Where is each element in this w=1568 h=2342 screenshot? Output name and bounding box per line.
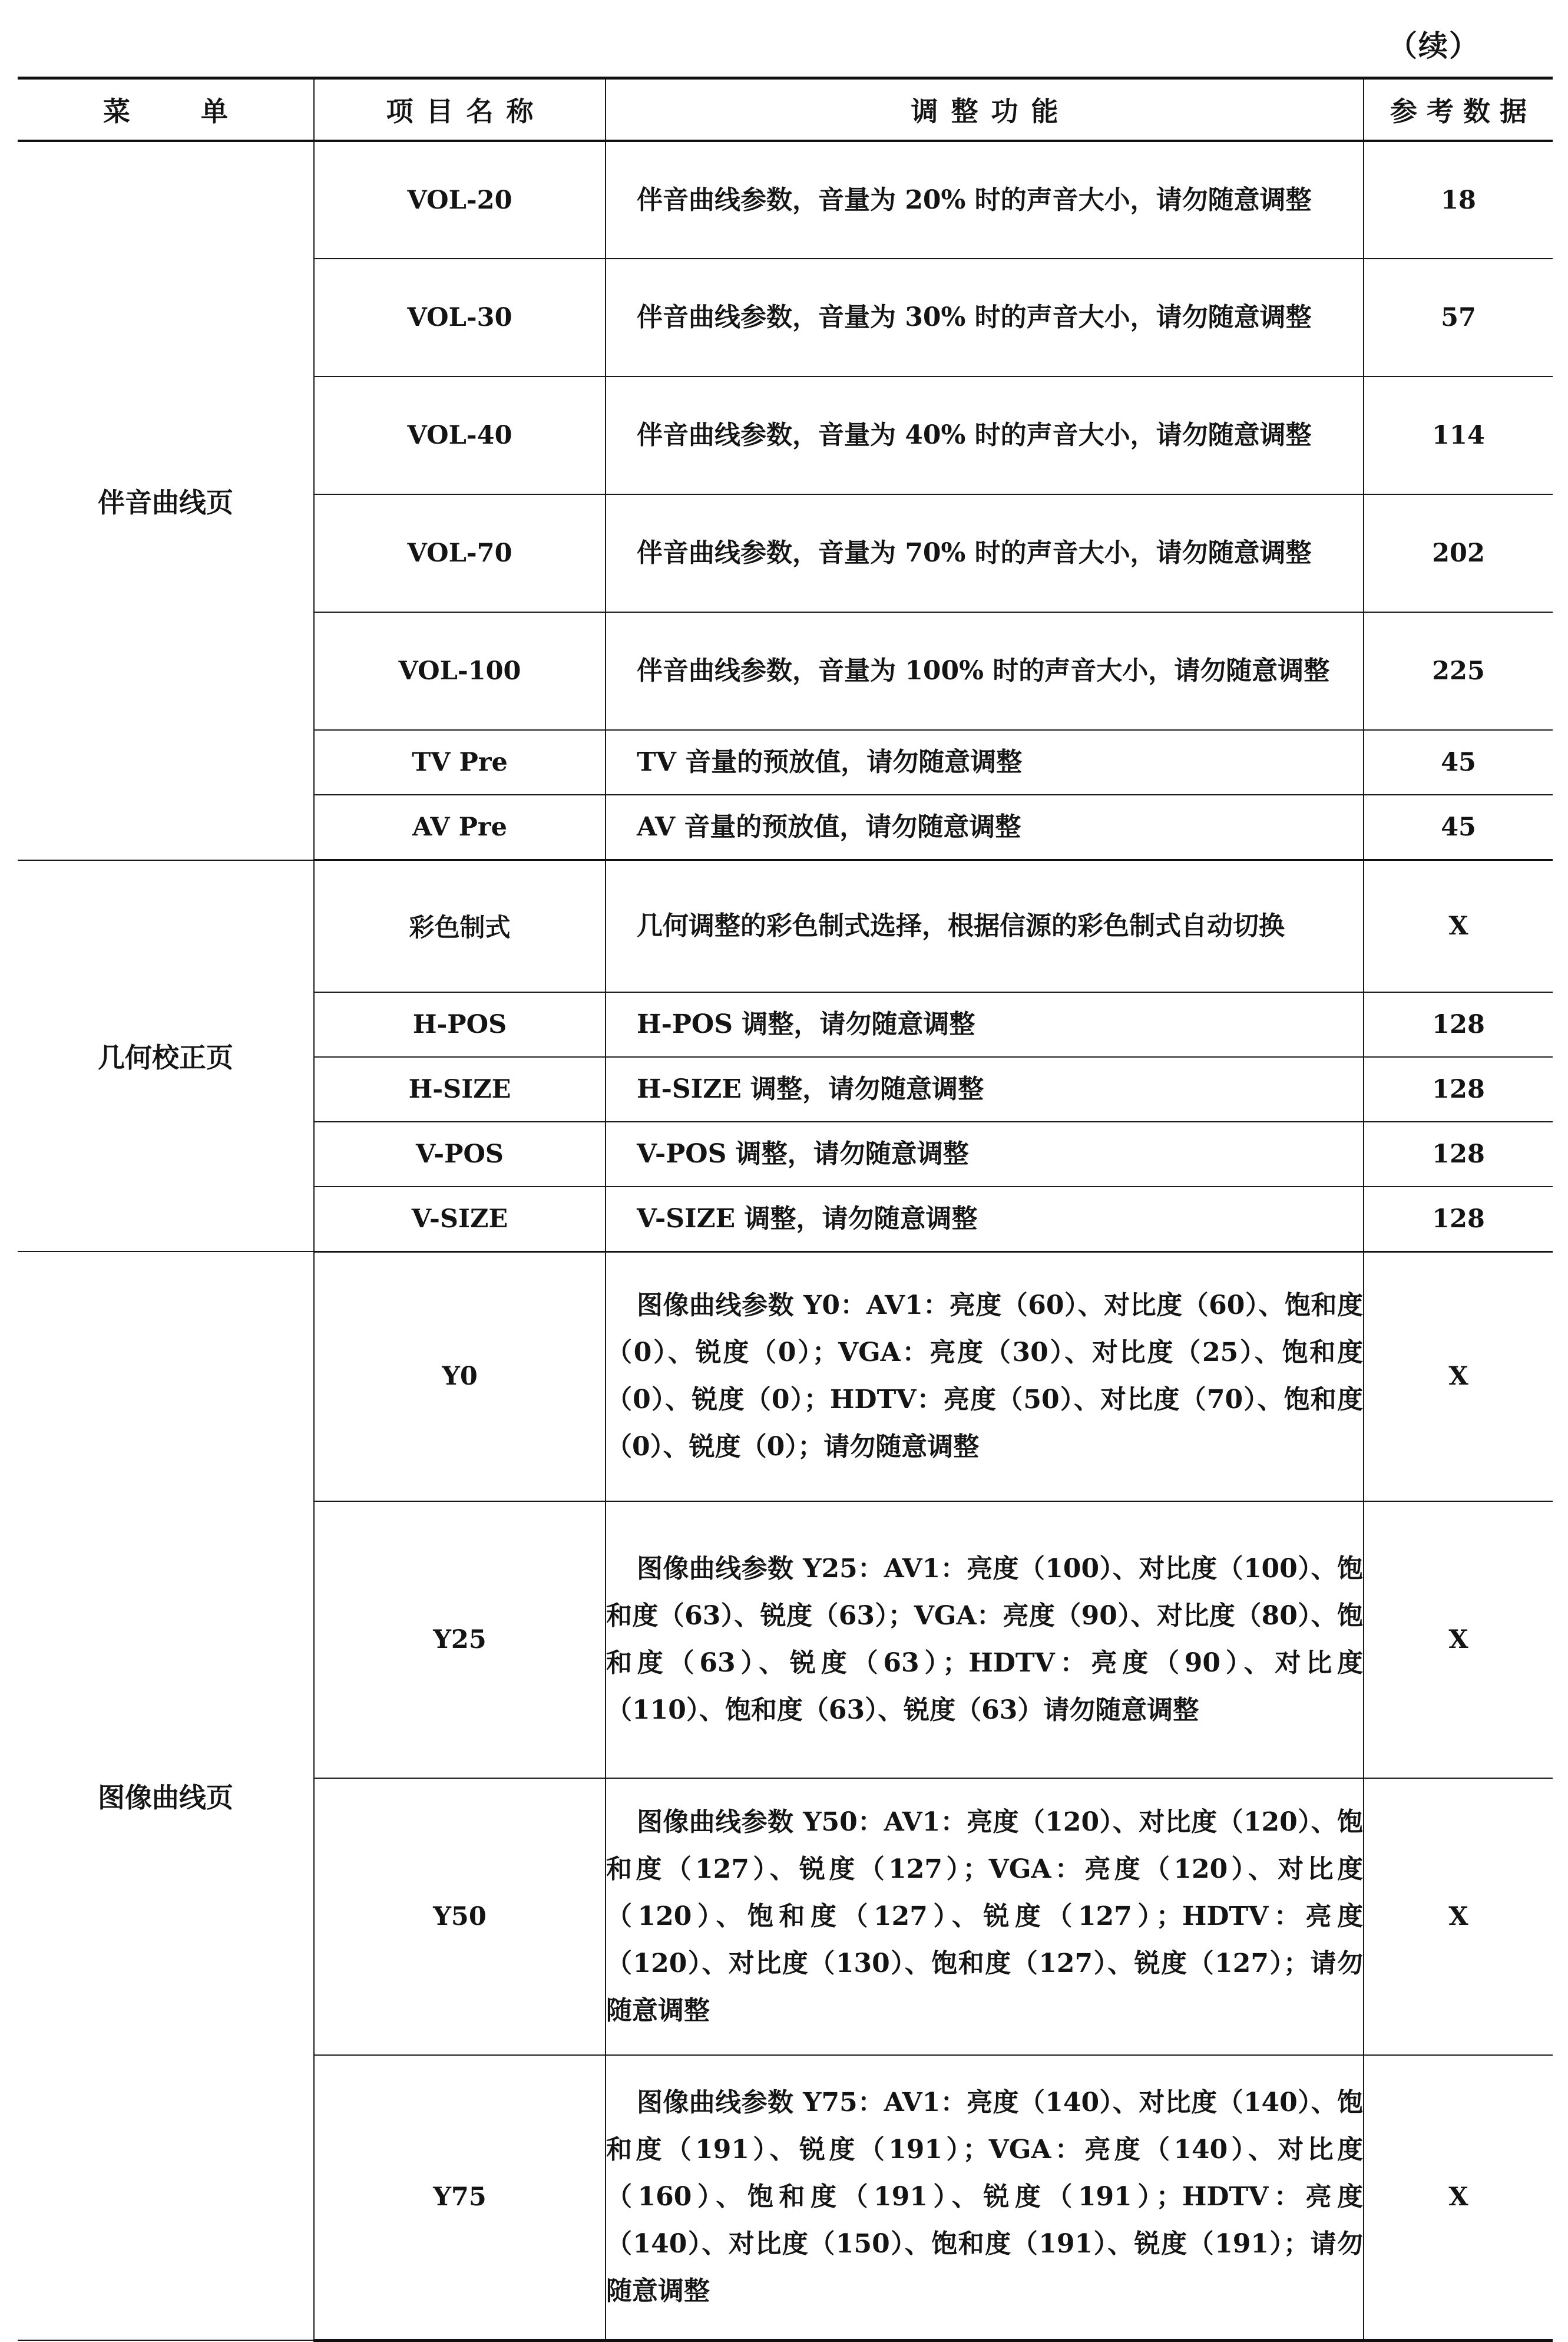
parameter-table: [18, 77, 1553, 2342]
function-cell: [606, 1057, 1364, 1122]
function-cell: [606, 494, 1364, 612]
reference-cell: X: [1364, 1501, 1553, 1778]
function-cell: [606, 1778, 1364, 2055]
item-cell: V-POS: [314, 1122, 606, 1187]
function-text: 图像曲线参数 Y25：AV1：亮度（100）、对比度（100）、饱和度（63）、锐度（63）；VGA：亮度（90）、对比度（80）、饱和度（63）、锐度（63）；HDTV：亮度（90）、对比度（110）、饱和度（63）、锐度（63）请勿随意调整: [606, 1554, 1363, 1725]
reference-cell: 114: [1364, 376, 1553, 494]
function-text: 伴音曲线参数，音量为 70% 时的声音大小，请勿随意调整: [637, 538, 1312, 568]
function-cell: [606, 860, 1364, 992]
item-cell: TV Pre: [314, 730, 606, 795]
header-menu: 菜单: [18, 78, 314, 141]
item-cell: VOL-20: [314, 141, 606, 259]
header-item-name: 项目名称: [314, 78, 606, 141]
function-cell: [606, 141, 1364, 259]
function-text: 图像曲线参数 Y75：AV1：亮度（140）、对比度（140）、饱和度（191）、锐度（191）；VGA：亮度（140）、对比度（160）、饱和度（191）、锐度（191）；HDTV：亮度（140）、对比度（150）、饱和度（191）、锐度（191）；请勿随意调整: [606, 2087, 1363, 2307]
function-text: V-POS 调整，请勿随意调整: [637, 1138, 969, 1169]
reference-cell: 18: [1364, 141, 1553, 259]
header-function: 调整功能: [606, 78, 1364, 141]
menu-cell: 图像曲线页: [18, 1251, 314, 2340]
reference-cell: 57: [1364, 259, 1553, 376]
function-text: AV 音量的预放值，请勿随意调整: [637, 812, 1021, 842]
function-text: TV 音量的预放值，请勿随意调整: [637, 747, 1023, 777]
function-cell: [606, 795, 1364, 860]
function-cell: [606, 2055, 1364, 2340]
item-cell: V-SIZE: [314, 1187, 606, 1252]
function-cell: [606, 1187, 1364, 1252]
function-cell: [606, 376, 1364, 494]
reference-cell: X: [1364, 1778, 1553, 2055]
function-text: V-SIZE 调整，请勿随意调整: [637, 1203, 978, 1234]
table-row: [18, 141, 1553, 259]
item-cell: AV Pre: [314, 795, 606, 860]
table-row: [18, 1251, 1553, 1501]
function-text: H-SIZE 调整，请勿随意调整: [637, 1073, 984, 1104]
reference-cell: X: [1364, 1251, 1553, 1501]
function-cell: [606, 259, 1364, 376]
function-cell: [606, 992, 1364, 1057]
item-cell: VOL-40: [314, 376, 606, 494]
function-text: 伴音曲线参数，音量为 100% 时的声音大小，请勿随意调整: [637, 656, 1330, 686]
item-cell: Y25: [314, 1501, 606, 1778]
item-cell: Y50: [314, 1778, 606, 2055]
item-cell: VOL-100: [314, 612, 606, 730]
item-cell: VOL-30: [314, 259, 606, 376]
function-cell: [606, 1251, 1364, 1501]
reference-cell: 202: [1364, 494, 1553, 612]
reference-cell: X: [1364, 860, 1553, 992]
reference-cell: 128: [1364, 1057, 1553, 1122]
function-text: 图像曲线参数 Y50：AV1：亮度（120）、对比度（120）、饱和度（127）、锐度（127）；VGA：亮度（120）、对比度（120）、饱和度（127）、锐度（127）；HDTV：亮度（120）、对比度（130）、饱和度（127）、锐度（127）；请勿随意调整: [606, 1807, 1363, 2026]
function-text: 伴音曲线参数，音量为 20% 时的声音大小，请勿随意调整: [637, 184, 1312, 215]
reference-cell: 225: [1364, 612, 1553, 730]
function-text: 图像曲线参数 Y0：AV1：亮度（60）、对比度（60）、饱和度（0）、锐度（0）；VGA：亮度（30）、对比度（25）、饱和度（0）、锐度（0）；HDTV：亮度（50）、对比度（70）、饱和度（0）、锐度（0）；请勿随意调整: [606, 1290, 1363, 1462]
header-reference: 参考数据: [1364, 78, 1553, 141]
menu-cell: 几何校正页: [18, 860, 314, 1252]
continued-label: （续）: [1388, 28, 1480, 63]
function-text: H-POS 调整，请勿随意调整: [637, 1009, 975, 1039]
table-row: [18, 860, 1553, 992]
function-text: 伴音曲线参数，音量为 40% 时的声音大小，请勿随意调整: [637, 420, 1312, 450]
item-cell: Y75: [314, 2055, 606, 2340]
reference-cell: 128: [1364, 992, 1553, 1057]
function-text: 几何调整的彩色制式选择，根据信源的彩色制式自动切换: [637, 910, 1285, 941]
header-row: [18, 78, 1553, 141]
function-cell: [606, 1501, 1364, 1778]
item-cell: H-SIZE: [314, 1057, 606, 1122]
reference-cell: X: [1364, 2055, 1553, 2340]
reference-cell: 128: [1364, 1122, 1553, 1187]
function-cell: [606, 730, 1364, 795]
reference-cell: 128: [1364, 1187, 1553, 1252]
function-text: 伴音曲线参数，音量为 30% 时的声音大小，请勿随意调整: [637, 302, 1312, 332]
item-cell: Y0: [314, 1251, 606, 1501]
item-cell: 彩色制式: [314, 860, 606, 992]
menu-cell: 伴音曲线页: [18, 141, 314, 860]
function-cell: [606, 1122, 1364, 1187]
item-cell: VOL-70: [314, 494, 606, 612]
item-cell: H-POS: [314, 992, 606, 1057]
reference-cell: 45: [1364, 730, 1553, 795]
function-cell: [606, 612, 1364, 730]
reference-cell: 45: [1364, 795, 1553, 860]
